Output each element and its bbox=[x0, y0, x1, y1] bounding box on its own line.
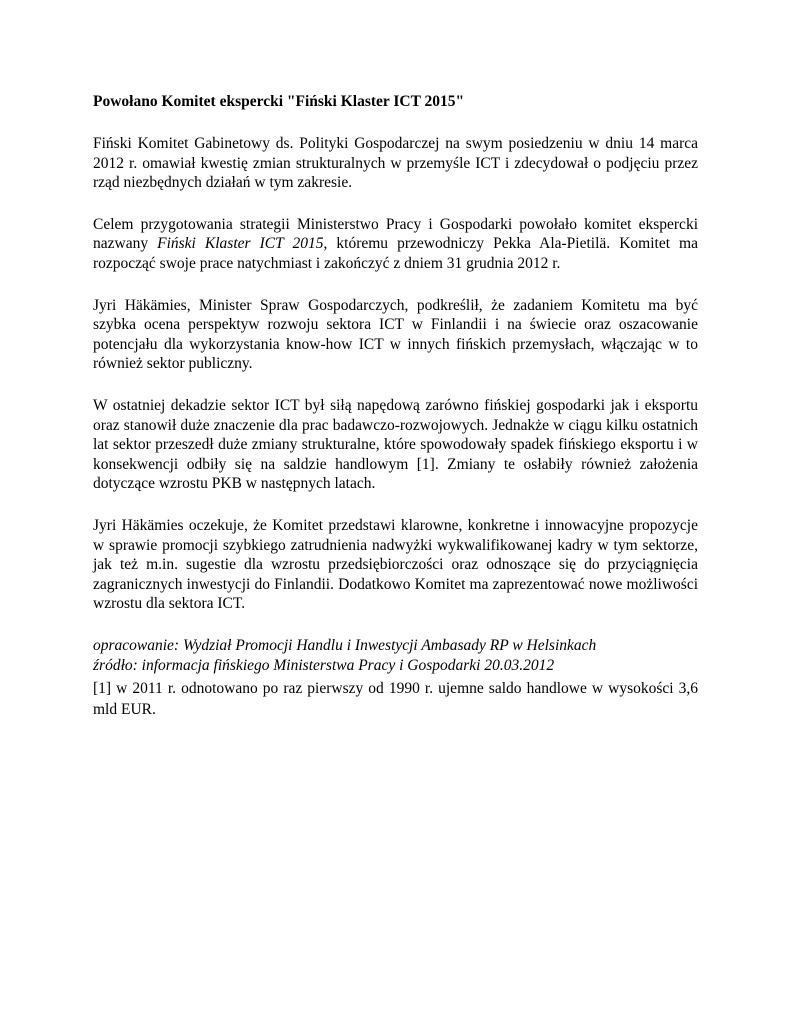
paragraph-strategy bbox=[93, 215, 698, 274]
paragraph-sector-decade: W ostatniej dekadzie sektor ICT był siłą napędową zarówno fińskiej gospodarki jak i eksportu oraz stanowił duże znaczenie dla prac badawczo-rozwojowych. Jednakże w ciągu kilku ostatnich lat sektor przeszedł duże zmiany strukturalne, które spowodowały spadek fińskiego eksportu i w konsekwencji odbiły się na saldzie handlowym [1]. Zmiany te osłabiły również założenia dotyczące wzrostu PKB w następnych latach. bbox=[93, 396, 698, 493]
footnote: [1] w 2011 r. odnotowano po raz pierwszy od 1990 r. ujemne saldo handlowe w wysokości 3,6 mld EUR. bbox=[93, 679, 698, 718]
paragraph-expectations: Jyri Häkämies oczekuje, że Komitet przedstawi klarowne, konkretne i innowacyjne propozycje w sprawie promocji szybkiego zatrudnienia nadwyżki wykwalifikowanej kadry w tym sektorze, jak też m.in. sugestie dla wzrostu przedsiębiorczości oraz odnoszące się do przyciągnięcia zagranicznych inwestycji do Finlandii. Dodatkowo Komitet ma zaprezentować nowe możliwości wzrostu dla sektora ICT. bbox=[93, 516, 698, 613]
source-line: źródło: informacja fińskiego Ministerstwa Pracy i Gospodarki 20.03.2012 bbox=[93, 656, 555, 674]
paragraph-committee-meeting: Fiński Komitet Gabinetowy ds. Polityki Gospodarczej na swym posiedzeniu w dniu 14 marca 2012 r. omawiał kwestię zmian strukturalnych w przemyśle ICT i zdecydował o podjęciu przez rząd niezbędnych działań w tym zakresie. bbox=[93, 135, 698, 192]
document-page bbox=[93, 92, 698, 720]
paragraph-minister-statement: Jyri Häkämies, Minister Spraw Gospodarczych, podkreślił, że zadaniem Komitetu ma być szybka ocena perspektyw rozwoju sektora ICT w Finlandii i na świecie oraz oszacowanie potencjału dla wykorzystania know-how ICT w innych fińskich przemysłach, włączając w to również sektor publiczny. bbox=[93, 296, 698, 373]
paragraph-strategy-after: , któremu przewodniczy Pekka Ala-Pietilä. Komitet ma rozpocząć swoje prace natychmiast i zakończyć z dniem 31 grudnia 2012 r. bbox=[93, 235, 698, 272]
credit-line: opracowanie: Wydział Promocji Handlu i Inwestycji Ambasady RP w Helsinkach bbox=[93, 636, 597, 654]
cluster-name-emphasis: Fiński Klaster ICT 2015 bbox=[157, 235, 324, 253]
paragraph-strategy-before: Celem przygotowania strategii Ministerstwo Pracy i Gospodarki powołało komitet ekspercki nazwany bbox=[93, 215, 698, 253]
document-title: Powołano Komitet ekspercki "Fiński Klaster ICT 2015" bbox=[93, 93, 465, 110]
